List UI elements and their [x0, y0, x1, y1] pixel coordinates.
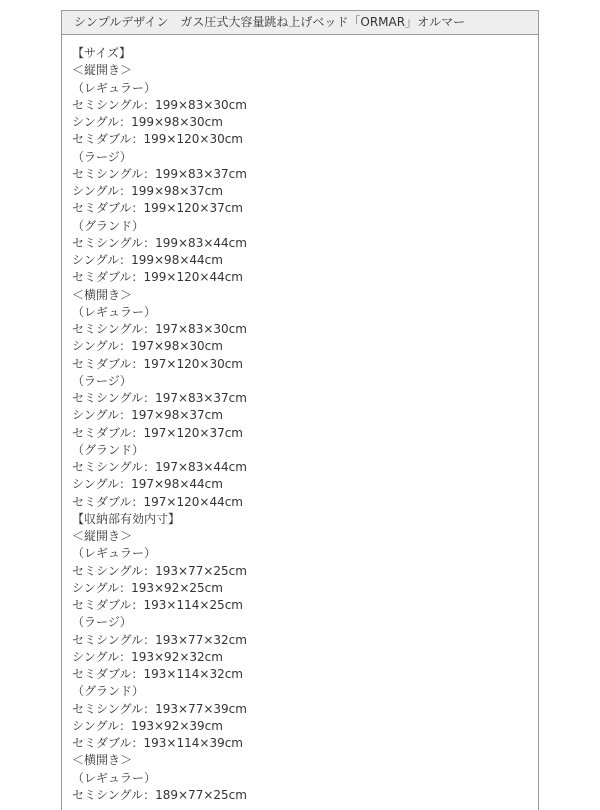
- spec-line: ＜横開き＞: [72, 753, 133, 768]
- spec-line: （グランド）: [72, 218, 145, 233]
- spec-panel: [61, 10, 539, 810]
- spec-line: セミシングル：197×83×37cm: [72, 391, 247, 405]
- spec-line: ＜縦開き＞: [72, 529, 133, 543]
- spec-line: （レギュラー）: [72, 80, 157, 95]
- spec-line: セミシングル：199×83×37cm: [72, 166, 247, 181]
- spec-line: セミシングル：199×83×30cm: [72, 97, 247, 112]
- spec-line: セミダブル：197×120×37cm: [72, 425, 243, 440]
- spec-line: 【収納部有効内寸】: [72, 511, 181, 526]
- spec-content: [62, 35, 538, 804]
- spec-line: シングル：197×98×37cm: [72, 408, 223, 423]
- spec-line: ＜横開き＞: [72, 287, 133, 302]
- spec-line: 【サイズ】: [72, 46, 132, 60]
- spec-line: （グランド）: [72, 684, 145, 699]
- spec-line: （グランド）: [72, 442, 145, 457]
- spec-line: セミダブル：193×114×25cm: [72, 598, 243, 612]
- spec-line: セミダブル：193×114×39cm: [72, 736, 243, 750]
- spec-line: セミダブル：193×114×32cm: [72, 667, 243, 681]
- spec-line: セミダブル：199×120×44cm: [72, 270, 243, 285]
- spec-line: セミシングル：197×83×44cm: [72, 460, 247, 474]
- spec-line: （レギュラー）: [72, 304, 157, 319]
- panel-title: シンプルデザイン ガス圧式大容量跳ね上げベッド「ORMAR」オルマー: [62, 11, 538, 35]
- spec-line: シングル：197×98×44cm: [72, 477, 223, 492]
- spec-line: セミダブル：197×120×44cm: [72, 494, 243, 509]
- spec-line: シングル：199×98×30cm: [72, 115, 223, 129]
- spec-line: シングル：199×98×37cm: [72, 184, 223, 198]
- spec-line: セミシングル：193×77×32cm: [72, 632, 247, 647]
- spec-line: セミダブル：199×120×30cm: [72, 132, 243, 147]
- spec-line: シングル：193×92×39cm: [72, 718, 223, 733]
- spec-line: セミシングル：199×83×44cm: [72, 235, 247, 250]
- spec-line: セミシングル：193×77×39cm: [72, 701, 247, 716]
- spec-line: （ラージ）: [72, 373, 132, 388]
- spec-line: シングル：193×92×32cm: [72, 649, 223, 664]
- spec-line: （ラージ）: [72, 615, 132, 630]
- spec-line: ＜縦開き＞: [72, 63, 133, 78]
- spec-line: セミダブル：197×120×30cm: [72, 356, 243, 371]
- spec-line: （レギュラー）: [72, 546, 157, 561]
- spec-line: セミダブル：199×120×37cm: [72, 201, 243, 216]
- spec-line: セミシングル：197×83×30cm: [72, 322, 247, 336]
- spec-line: シングル：199×98×44cm: [72, 253, 223, 267]
- spec-line: セミシングル：189×77×25cm: [72, 787, 247, 802]
- spec-line: セミシングル：193×77×25cm: [72, 563, 247, 578]
- spec-line: （レギュラー）: [72, 770, 157, 785]
- spec-line: シングル：193×92×25cm: [72, 580, 223, 595]
- spec-line: シングル：197×98×30cm: [72, 339, 223, 354]
- spec-line: （ラージ）: [72, 149, 132, 164]
